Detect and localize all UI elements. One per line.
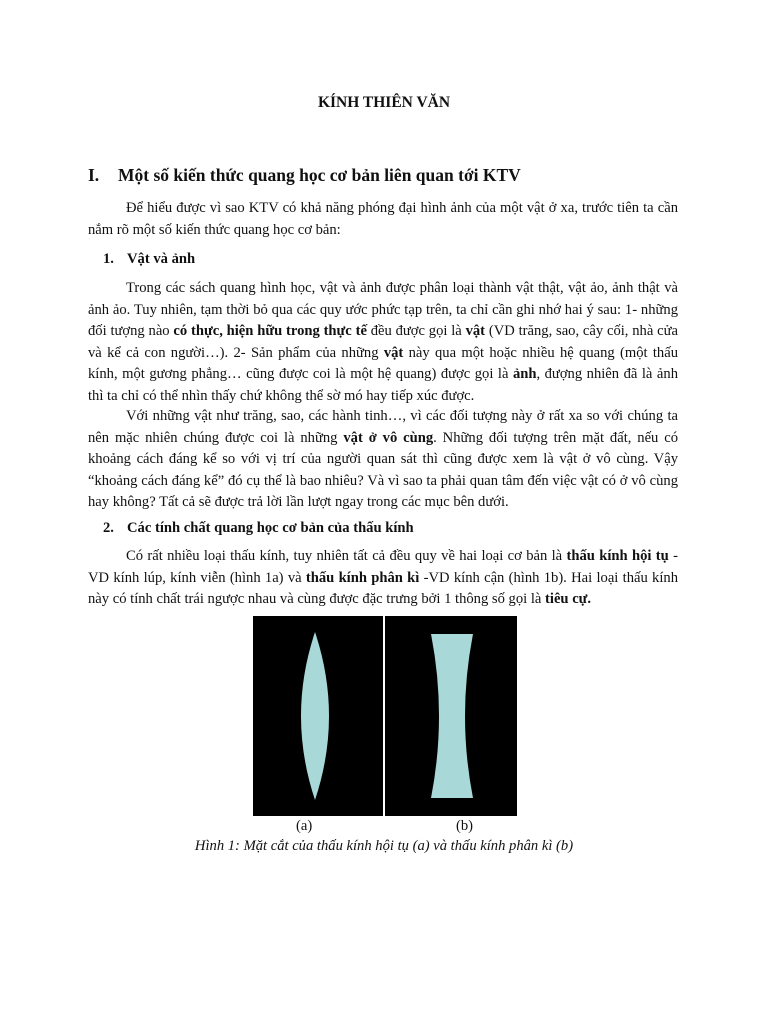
converging-lens-diagram	[253, 616, 383, 816]
diverging-lens-diagram	[385, 616, 517, 816]
intro-paragraph: Để hiểu được vì sao KTV có khả năng phóng đại hình ảnh của một vật ở xa, trước tiên ta cần nắm rõ một số kiến thức quang học cơ bản:	[88, 200, 678, 238]
bold-run: tiêu cự.	[545, 591, 592, 608]
converging-lens-panel	[253, 616, 383, 816]
text-run: Với những vật như trăng, sao, các hành tinh…, vì các đối tượng này ở rất xa so với chúng ta nên mặc nhiên chúng được coi là những	[88, 408, 678, 446]
subsection-heading-2	[103, 520, 414, 537]
text-run: . Những đối tượng trên mặt đất, nếu có khoảng cách đáng kể so với vị trí của người quan sát thì cũng được xem là vật ở vô cùng. Vậy “khoảng cách đáng kể” đó cụ thể là bao nhiêu? Và vì sao ta phải quan tâm đến việc vật có ở vô cùng hay không? Tất cả sẽ được trả lời lần lượt ngay trong các mục bên dưới.	[88, 429, 678, 511]
bold-run: ảnh	[512, 366, 537, 383]
diverging-lens-panel	[385, 616, 517, 816]
section-heading-text: Một số kiến thức quang học cơ bản liên quan tới KTV	[118, 165, 521, 185]
text-run: Có rất nhiều loại thấu kính, tuy nhiên tất cả đều quy về hai loại cơ bản là	[126, 548, 567, 564]
lens-figure	[253, 616, 517, 816]
bold-run: vật	[465, 323, 486, 340]
infinity-object-paragraph	[88, 406, 678, 514]
bold-run: vật	[383, 344, 404, 361]
text-run: đều được gọi là	[366, 323, 466, 340]
subsection-heading-text: Vật và ảnh	[127, 251, 196, 267]
text-run: , đượng nhiên đã là ảnh thì ta chỉ có thể nhìn thấy chứ không thể sờ mó hay tiếp xúc được.	[88, 366, 678, 404]
document-title: KÍNH THIÊN VĂN	[317, 94, 451, 111]
figure-caption: Hình 1: Mặt cắt của thấu kính hội tụ (a) và thấu kính phân kì (b)	[194, 838, 574, 854]
section-heading-1	[88, 165, 521, 186]
bold-run: thấu kính hội tụ	[566, 548, 669, 564]
subsection-heading-text: Các tính chất quang học cơ bản của thấu kính	[127, 520, 414, 536]
text-run: (VD trăng, sao, cây cối, nhà cửa và kể cả con người…). 2- Sản phẩm của những	[88, 323, 678, 361]
bold-run: có thực, hiện hữu trong thực tế	[173, 323, 367, 340]
section-number: I.	[88, 165, 100, 185]
text-run: - VD kính lúp, kính viễn (hình 1a) và	[88, 548, 679, 586]
lens-types-paragraph	[88, 546, 678, 611]
subsection-number: 2.	[103, 520, 114, 536]
text-run: Trong các sách quang hình học, vật và ảnh được phân loại thành vật thật, vật ảo, ảnh thật và ảnh ảo. Tuy nhiên, tạm thời bỏ qua các quy ước phức tạp trên, ta chỉ cần ghi nhớ hai ý sau: 1- những đối tượng nào	[88, 280, 678, 340]
subsection-heading-1	[103, 251, 195, 268]
figure-label-b: (b)	[456, 818, 474, 834]
text-run: -VD kính cận (hình 1b). Hai loại thấu kính này có tính chất trái ngược nhau và cùng được đặc trưng bởi 1 thông số gọi là	[88, 569, 678, 608]
bold-run: vật ở vô cùng	[343, 429, 434, 446]
object-image-paragraph	[88, 278, 678, 408]
text-run: này qua một hoặc nhiều hệ quang (một thấu kính, một gương phẳng… cũng được coi là một hệ quang) được gọi là	[88, 344, 678, 383]
subsection-number: 1.	[103, 251, 114, 267]
figure-label-a: (a)	[296, 818, 313, 834]
bold-run: thấu kính phân kì	[305, 569, 420, 586]
